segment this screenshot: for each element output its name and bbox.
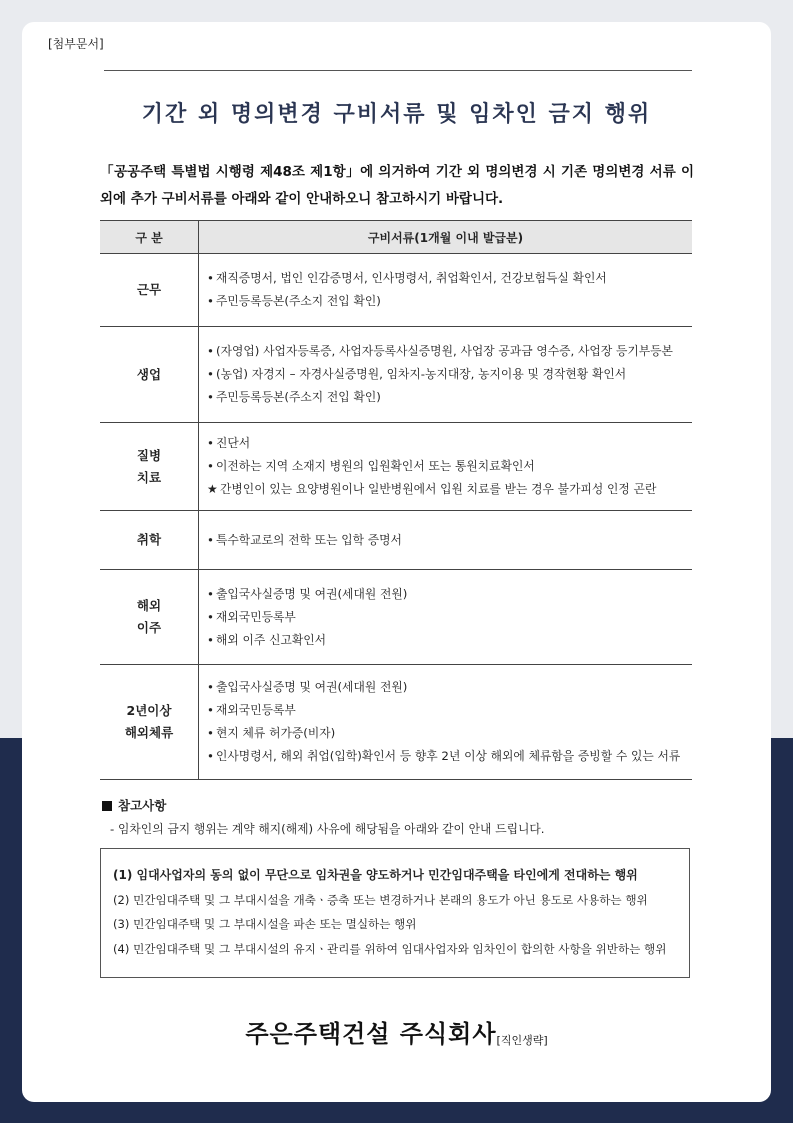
- prohibited-act-2: (2) 민간임대주택 및 그 부대시설을 개축ㆍ증축 또는 변경하거나 본래의 용도가 아닌 용도로 사용하는 행위: [113, 892, 648, 907]
- document-item: [207, 629, 692, 652]
- header-documents: 구비서류(1개월 이내 발급분): [199, 221, 693, 254]
- document-item-text: 이전하는 지역 소재지 병원의 입원확인서 또는 통원치료확인서: [216, 459, 535, 473]
- prohibited-act-3: (3) 민간임대주택 및 그 부대시설을 파손 또는 멸실하는 행위: [113, 917, 417, 931]
- category-label: 치료: [136, 469, 162, 485]
- row-documents: [199, 423, 693, 511]
- document-item: [207, 745, 692, 768]
- document-item: [207, 529, 692, 552]
- table-row: [100, 254, 692, 327]
- bullet-icon: •: [207, 436, 214, 450]
- bullet-icon: •: [207, 390, 214, 404]
- table-row: [100, 327, 692, 423]
- row-documents: [199, 511, 693, 570]
- intro-paragraph: 「공공주택 특별법 시행령 제48조 제1항」에 의거하여 기간 외 명의변경 시 기존 명의변경 서류 이외에 추가 구비서류를 아래와 같이 안내하오니 참고하시기 바랍니다.: [100, 164, 694, 207]
- bullet-icon: •: [207, 271, 214, 285]
- bullet-icon: •: [207, 586, 214, 601]
- table-row: [100, 511, 692, 570]
- document-item-text: 재직증명서, 법인 인감증명서, 인사명령서, 취업확인서, 건강보험득실 확인서: [216, 271, 607, 285]
- star-note-text: 간병인이 있는 요양병원이나 일반병원에서 입원 치료를 받는 경우 불가피성 인정 곤란: [220, 482, 657, 496]
- table-body: [100, 254, 692, 780]
- notes-heading-text: 참고사항: [118, 798, 167, 813]
- document-item: [207, 290, 692, 313]
- bullet-icon: •: [207, 632, 214, 647]
- prohibited-acts-box: [100, 848, 690, 978]
- document-item-text: 인사명령서, 해외 취업(입학)확인서 등 향후 2년 이상 해외에 체류함을 증빙할 수 있는 서류: [216, 749, 681, 763]
- header-category: 구 분: [100, 221, 199, 254]
- star-icon: ★: [207, 482, 218, 496]
- document-item-text: 출입국사실증명 및 여권(세대원 전원): [216, 586, 408, 601]
- attachment-tag: [첨부문서]: [48, 37, 104, 51]
- notes-heading: [102, 796, 166, 814]
- bullet-icon: •: [207, 294, 214, 308]
- category-label: 이주: [136, 620, 162, 635]
- seal-note: [직인생략]: [496, 1034, 548, 1047]
- row-documents: [199, 254, 693, 327]
- row-documents: [199, 327, 693, 423]
- table-row: [100, 570, 692, 665]
- row-documents: [199, 570, 693, 665]
- bullet-icon: •: [207, 749, 214, 763]
- row-category: [100, 327, 199, 423]
- document-item: [207, 432, 692, 455]
- category-label: 생업: [136, 366, 162, 382]
- document-item: [207, 583, 692, 606]
- bullet-icon: •: [207, 703, 214, 717]
- document-item-text: 출입국사실증명 및 여권(세대원 전원): [216, 680, 408, 694]
- document-item: [207, 699, 692, 722]
- company-name: 주은주택건설 주식회사: [245, 1020, 497, 1048]
- document-item: [207, 676, 692, 699]
- table-header-row: [100, 221, 692, 254]
- bullet-icon: •: [207, 344, 214, 358]
- row-category: [100, 570, 199, 665]
- document-title: 기간 외 명의변경 구비서류 및 임차인 금지 행위: [141, 102, 652, 127]
- document-page: [22, 22, 771, 1102]
- category-label: 2년이상: [126, 703, 172, 718]
- category-label: 해외: [136, 598, 162, 613]
- category-label: 근무: [136, 282, 162, 297]
- row-documents: [199, 665, 693, 780]
- category-label: 취학: [136, 532, 162, 547]
- category-label: 해외체류: [124, 725, 174, 740]
- document-item: [207, 455, 692, 478]
- company-signature: [22, 1014, 771, 1049]
- square-bullet-icon: [102, 801, 112, 811]
- document-item-text: 특수학교로의 전학 또는 입학 증명서: [216, 532, 402, 547]
- bullet-icon: •: [207, 609, 214, 624]
- row-category: [100, 511, 199, 570]
- bullet-icon: •: [207, 459, 214, 473]
- document-item-text: 진단서: [216, 436, 251, 450]
- document-item: [207, 722, 692, 745]
- table-row: [100, 423, 692, 511]
- bullet-icon: •: [207, 726, 214, 740]
- document-item-text: 재외국민등록부: [216, 703, 296, 717]
- document-item-text: 현지 체류 허가증(비자): [216, 726, 336, 740]
- document-item: [207, 386, 692, 409]
- bullet-icon: •: [207, 680, 214, 694]
- document-item-text: (농업) 자경지 – 자경사실증명원, 임차지-농지대장, 농지이용 및 경작현황 확인서: [216, 367, 627, 381]
- document-item: [207, 340, 692, 363]
- top-divider: [104, 70, 692, 71]
- prohibited-act-4: (4) 민간임대주택 및 그 부대시설의 유지ㆍ관리를 위하여 임대사업자와 임차인이 합의한 사항을 위반하는 행위: [113, 941, 667, 956]
- document-item: [207, 267, 692, 290]
- document-item-text: 재외국민등록부: [216, 609, 296, 624]
- document-item-text: 해외 이주 신고확인서: [216, 632, 327, 647]
- documents-table: [100, 220, 692, 780]
- notes-text: - 임차인의 금지 행위는 계약 해지(해제) 사유에 해당됨을 아래와 같이 안내 드립니다.: [110, 822, 545, 836]
- row-category: [100, 423, 199, 511]
- document-item-text: 주민등록등본(주소지 전입 확인): [216, 294, 381, 308]
- bullet-icon: •: [207, 532, 214, 547]
- document-item-text: 주민등록등본(주소지 전입 확인): [216, 390, 381, 404]
- row-category: [100, 665, 199, 780]
- document-item-text: (자영업) 사업자등록증, 사업자등록사실증명원, 사업장 공과금 영수증, 사업장 등기부등본: [216, 344, 673, 358]
- category-label: 질병: [136, 447, 162, 463]
- star-note: [207, 478, 692, 501]
- table-row: [100, 665, 692, 780]
- row-category: [100, 254, 199, 327]
- document-item: [207, 363, 692, 386]
- document-item: [207, 606, 692, 629]
- bullet-icon: •: [207, 367, 214, 381]
- prohibited-act-1: (1) 임대사업자의 동의 없이 무단으로 임차권을 양도하거나 민간임대주택을 타인에게 전대하는 행위: [113, 868, 638, 882]
